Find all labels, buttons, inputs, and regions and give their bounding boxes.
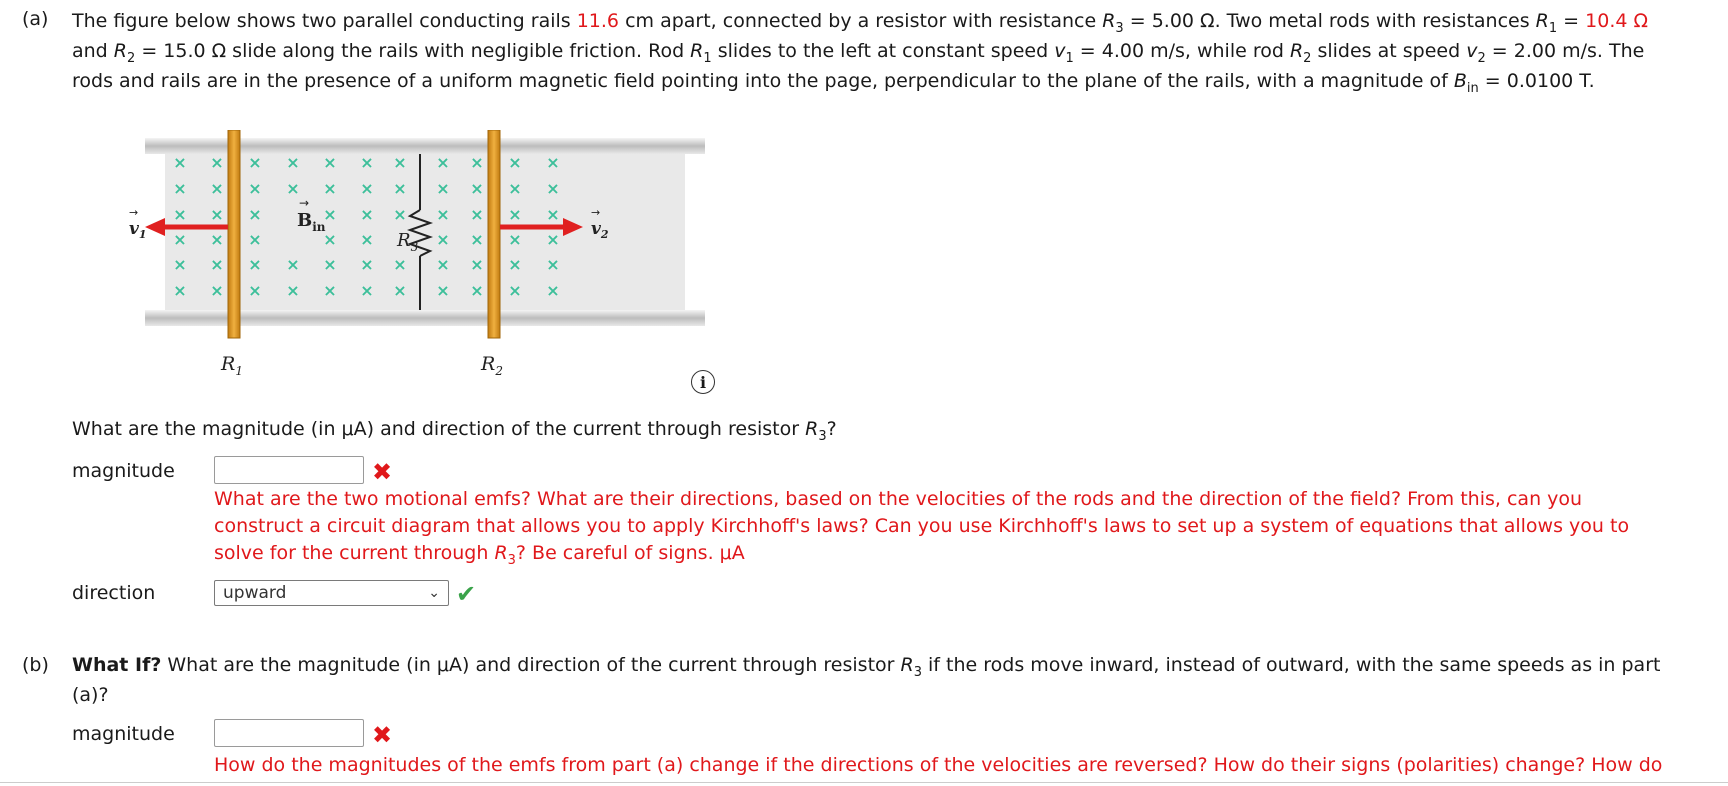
- part-a-label: (a): [22, 8, 49, 30]
- field-x-mark: ×: [210, 153, 224, 172]
- problem-line-1: The figure below shows two parallel conducting rails 11.6 cm apart, connected by a resistor with resistance $R_3 = 5.00$ Ω. Two metal rods with resistances $R_1 = 10.4$ Ω: [72, 10, 1649, 36]
- field-x-mark: ×: [248, 179, 262, 198]
- field-x-mark: ×: [323, 255, 337, 274]
- r1-value: 10.4 Ω: [1585, 10, 1649, 32]
- field-x-mark: ×: [210, 230, 224, 249]
- field-x-mark: ×: [393, 179, 407, 198]
- v1-arrow: [145, 218, 165, 236]
- field-x-mark: ×: [508, 230, 522, 249]
- x-mark-icon: ✖: [372, 721, 393, 749]
- check-mark-icon: ✔: [456, 580, 477, 608]
- field-x-mark: ×: [248, 153, 262, 172]
- part-b-question: What If? What are the magnitude (in μA) and direction of the current through resistor $R_3$ if the rods move inward, instead of outward, with the same speeds as in part: [72, 654, 1661, 680]
- part-b-label: (b): [22, 654, 49, 676]
- field-x-mark: ×: [436, 179, 450, 198]
- field-x-mark: ×: [286, 281, 300, 300]
- r3-figure-label: $R_3$: [397, 230, 419, 254]
- field-x-mark: ×: [436, 205, 450, 224]
- field-x-mark: ×: [508, 255, 522, 274]
- field-x-mark: ×: [210, 179, 224, 198]
- field-x-mark: ×: [248, 205, 262, 224]
- rod-r2: [488, 130, 500, 338]
- field-x-mark: ×: [546, 179, 560, 198]
- field-x-mark: ×: [470, 205, 484, 224]
- field-x-mark: ×: [286, 255, 300, 274]
- field-x-mark: ×: [470, 179, 484, 198]
- field-x-mark: ×: [323, 153, 337, 172]
- field-x-mark: ×: [470, 255, 484, 274]
- field-x-mark: ×: [546, 281, 560, 300]
- direction-select[interactable]: upward ⌄: [214, 580, 449, 606]
- field-x-mark: ×: [546, 153, 560, 172]
- v1-label: $v_1$: [129, 219, 147, 241]
- field-x-mark: ×: [360, 153, 374, 172]
- field-x-mark: ×: [248, 230, 262, 249]
- field-x-mark: ×: [173, 230, 187, 249]
- field-x-mark: ×: [173, 281, 187, 300]
- field-x-mark: ×: [508, 281, 522, 300]
- field-x-mark: ×: [470, 230, 484, 249]
- field-x-mark: ×: [393, 281, 407, 300]
- field-x-mark: ×: [360, 230, 374, 249]
- field-x-mark: ×: [323, 205, 337, 224]
- field-x-mark: ×: [546, 255, 560, 274]
- rails-figure: [125, 130, 725, 390]
- field-x-mark: ×: [470, 153, 484, 172]
- field-x-mark: ×: [210, 205, 224, 224]
- v2-label: $v_2$: [591, 219, 609, 241]
- part-b-question-line-2: (a)?: [72, 684, 109, 706]
- field-x-mark: ×: [248, 281, 262, 300]
- field-x-mark: ×: [436, 230, 450, 249]
- problem-line-3: rods and rails are in the presence of a uniform magnetic field pointing into the page, perpendicular to the plane of the rails, with a magnitude of $B_{in} = 0.0100$ T.: [72, 70, 1595, 96]
- field-x-mark: ×: [173, 179, 187, 198]
- r2-figure-label: $R_2$: [481, 353, 503, 378]
- svg-text:→: →: [591, 206, 601, 219]
- b-field-label: $B_{in}$: [297, 210, 326, 234]
- field-x-mark: ×: [210, 255, 224, 274]
- part-a-question: What are the magnitude (in μA) and direction of the current through resistor $R_3$?: [72, 418, 837, 444]
- field-x-mark: ×: [360, 255, 374, 274]
- hint-b: How do the magnitudes of the emfs from part (a) change if the directions of the velocities are reversed? How do their signs (polarities) change? How do: [214, 754, 1663, 776]
- problem-line-2: and $R_2 = 15.0$ Ω slide along the rails with negligible friction. Rod $R_1$ slides to the left at constant speed $v_1 = 4.00$ m/s, while rod $R_2$ slides at speed $v_2 = 2.00$ m/s. The: [72, 40, 1645, 66]
- magnitude-input-a[interactable]: [214, 456, 364, 484]
- bottom-divider: [0, 782, 1728, 783]
- field-x-mark: ×: [323, 230, 337, 249]
- field-x-mark: ×: [393, 255, 407, 274]
- field-x-mark: ×: [173, 153, 187, 172]
- field-x-mark: ×: [508, 153, 522, 172]
- magnitude-input-b[interactable]: [214, 719, 364, 747]
- field-x-mark: ×: [360, 281, 374, 300]
- field-x-mark: ×: [248, 255, 262, 274]
- field-x-mark: ×: [546, 230, 560, 249]
- field-x-mark: ×: [436, 281, 450, 300]
- direction-label: direction: [72, 582, 156, 604]
- magnitude-label-b: magnitude: [72, 723, 175, 745]
- rod-r1: [228, 130, 240, 338]
- field-x-mark: ×: [360, 179, 374, 198]
- info-icon[interactable]: i: [691, 370, 715, 394]
- field-x-mark: ×: [508, 179, 522, 198]
- field-x-mark: ×: [173, 255, 187, 274]
- field-x-mark: ×: [360, 205, 374, 224]
- field-x-mark: ×: [173, 205, 187, 224]
- chevron-down-icon: ⌄: [428, 585, 440, 601]
- field-x-mark: ×: [508, 205, 522, 224]
- field-x-mark: ×: [323, 281, 337, 300]
- rail-separation-value: 11.6: [576, 10, 620, 32]
- field-x-mark: ×: [286, 153, 300, 172]
- svg-text:→: →: [299, 196, 310, 210]
- field-x-mark: ×: [323, 179, 337, 198]
- hint-a: What are the two motional emfs? What are their directions, based on the velocities of the rods and the direction of the field? From this, can you construct a circuit diagram that allows you to apply Kirchhoff's laws? Can you use Kirchhoff's laws to set up a system of equations that allows you to solve for the current through $R_3$? Be careful of signs. μA: [214, 488, 1630, 568]
- field-x-mark: ×: [210, 281, 224, 300]
- field-x-mark: ×: [546, 205, 560, 224]
- field-x-mark: ×: [470, 281, 484, 300]
- svg-text:→: →: [129, 206, 139, 219]
- field-x-mark: ×: [286, 179, 300, 198]
- field-x-mark: ×: [436, 153, 450, 172]
- x-mark-icon: ✖: [372, 458, 393, 486]
- field-x-mark: ×: [393, 205, 407, 224]
- r1-figure-label: $R_1$: [221, 353, 243, 378]
- magnitude-label-a: magnitude: [72, 460, 175, 482]
- field-x-mark: ×: [436, 255, 450, 274]
- field-x-mark: ×: [393, 153, 407, 172]
